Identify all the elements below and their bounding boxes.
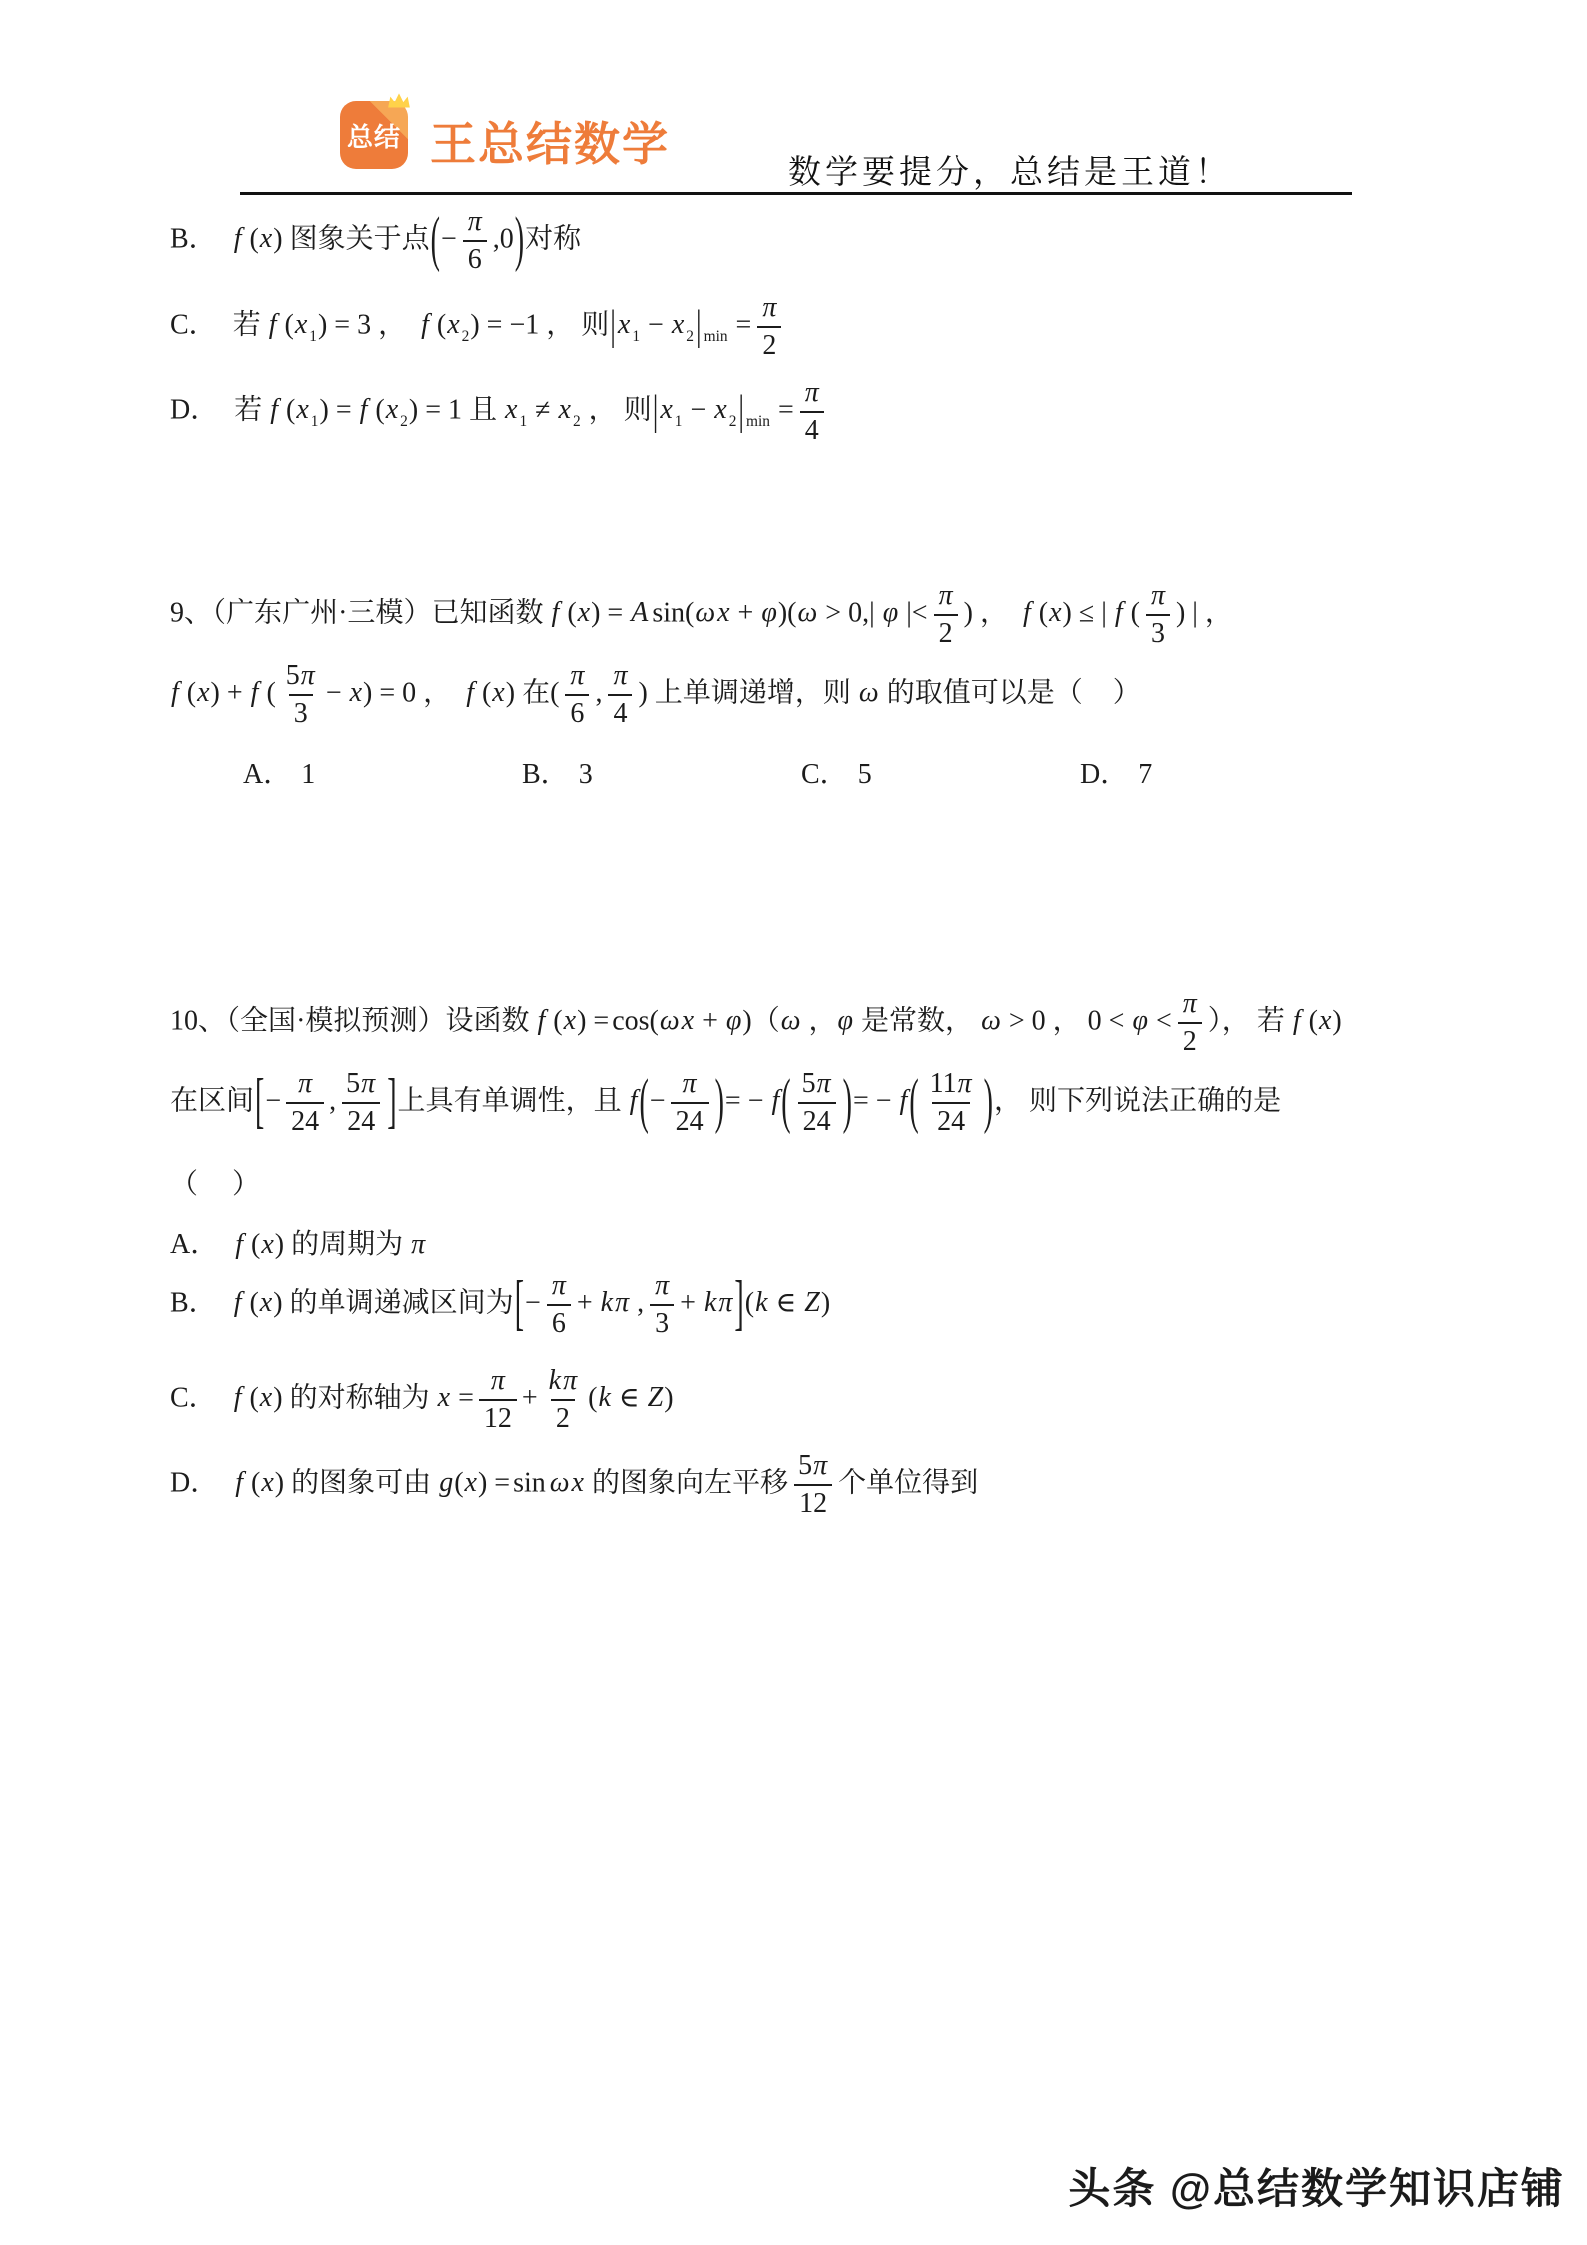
q10-option-a: A． f (x) 的周期为 π — [170, 1229, 426, 1260]
q10-stem-line1: 10、（全国·模拟预测）设函数 f (x) = cos(ωx + φ)（ω ，φ 是常数， ω > 0 ， 0 < φ < $\frac{\pi}{2}$ ）， 若 f (x) — [170, 988, 1342, 1057]
q9-option-c — [801, 752, 1080, 792]
q10-stem-line2: 在区间[− $\frac{\pi}{24}$ , $\frac{5\pi}{24}$ ]上具有单调性，且 f(− $\frac{\pi}{24}$ )= − f( $\frac{5\pi}{24}$ )= − f( $\frac{11\pi}{24}$ )， 则下列说法正确的是 — [170, 1068, 1282, 1137]
q8-option-d: D． 若 f (x $_1$) = f (x $_2$) = 1 且 x $_1$ ≠ x $_2$ ， 则|x $_1$ − x $_2$| $_{min}$ = $\frac{\pi}{4}$ — [170, 379, 830, 445]
brand-slogan: 数学要提分，总结是王道！ — [788, 155, 1232, 191]
crown-icon — [386, 93, 412, 109]
q9-options-row — [243, 752, 1359, 792]
brand-logo-badge — [340, 101, 408, 169]
q9-stem-line2: f (x) + f ( $\frac{5\pi}{3}$ − x) = 0 ， f (x) 在( $\frac{\pi}{6}$ , $\frac{\pi}{4}$ ) 上单调递增，则 ω 的取值可以是（ ） — [171, 660, 1141, 729]
header-divider — [240, 192, 1352, 195]
watermark-text: 头条 @总结数学知识店铺 — [1068, 2165, 1565, 2212]
q9-option-c-value: 5 — [857, 759, 872, 790]
q8-option-b: B． f (x) 图象关于点(− $\frac{\pi}{6}$ ,0)对称 — [170, 206, 582, 275]
q10-option-b: B． f (x) 的单调递减区间为[− $\frac{\pi}{6}$ + kπ , $\frac{\pi}{3}$ + kπ](k ∈ Z) — [170, 1270, 831, 1339]
q10-option-d: D． f (x) 的图象可由 g(x) = sin ωx 的图象向左平移 $\frac{5\pi}{12}$ 个单位得到 — [170, 1450, 979, 1519]
q9-option-d-label: D． — [1080, 759, 1129, 790]
q9-option-a-value: 1 — [301, 759, 316, 790]
q9-option-a — [243, 752, 522, 792]
q10-option-c: C． f (x) 的对称轴为 x = $\frac{\pi}{12}$ + $\frac{k\pi}{2}$ (k ∈ Z) — [170, 1365, 674, 1434]
q9-stem-line1: 9、（广东广州·三模）已知函数 f (x) = A sin(ωx + φ)(ω > 0,| φ |< $\frac{\pi}{2}$ ) ， f (x) ≤ | f ( $\frac{\pi}{3}$ ) | ， — [170, 580, 1233, 649]
brand-title: 王总结数学 — [430, 118, 670, 170]
q10-stem-line3: （ ） — [170, 1169, 261, 1200]
q9-option-b-value: 3 — [578, 759, 593, 790]
q9-option-b-label: B． — [522, 759, 569, 790]
q9-option-a-label: A． — [243, 759, 292, 790]
q9-option-d — [1080, 752, 1359, 792]
logo-badge-label: 总结 — [346, 121, 401, 152]
q8-option-c: C． 若 f (x $_1$) = 3 ， f (x $_2$) = −1 ， 则|x $_1$ − x $_2$| $_{min}$ = $\frac{\pi}{2}$ — [170, 294, 787, 360]
q9-option-c-label: C． — [801, 759, 848, 790]
q9-option-b — [522, 752, 801, 792]
q9-option-d-value: 7 — [1138, 759, 1153, 790]
